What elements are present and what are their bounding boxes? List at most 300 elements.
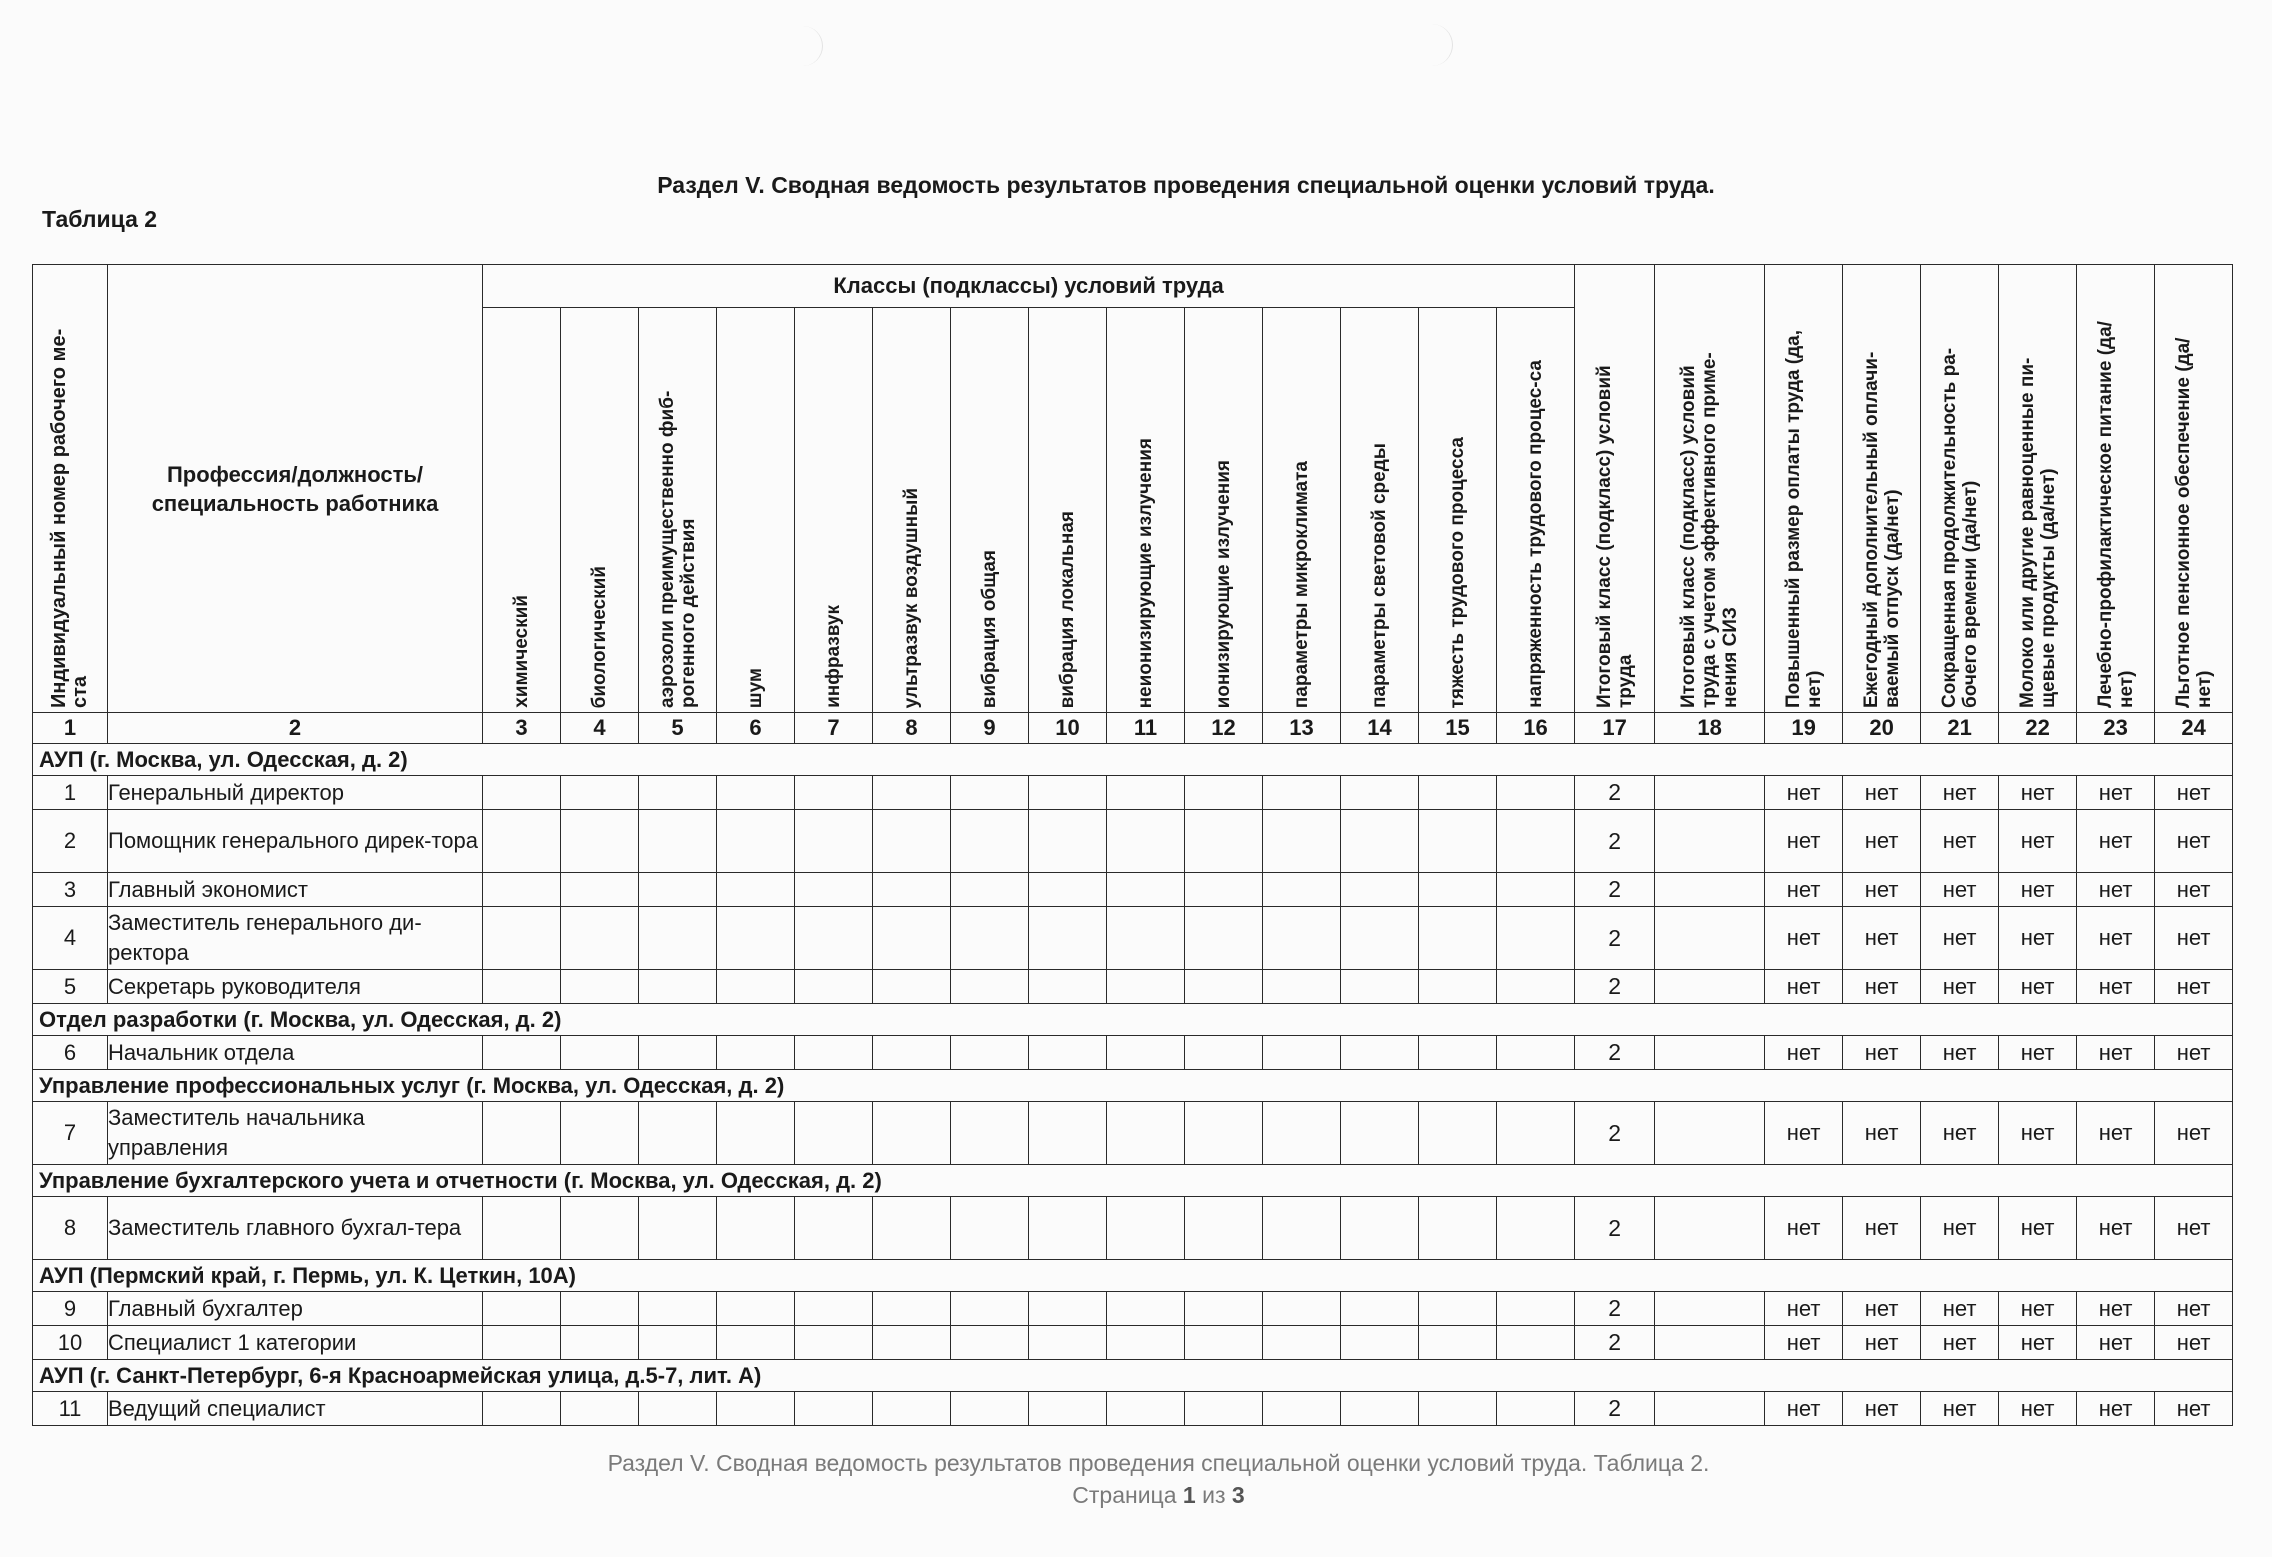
guarantee-value: нет [1999, 1036, 2077, 1070]
factor-class-cell [1341, 1392, 1419, 1426]
factor-class-cell [951, 1392, 1029, 1426]
header-guarantee [1999, 265, 2077, 713]
profession-name: Ведущий специалист [108, 1392, 483, 1426]
header-guarantee-label: Лечебно-профилактическое питание (да/нет) [2094, 321, 2137, 708]
factor-class-cell [873, 970, 951, 1004]
guarantee-value: нет [2155, 1102, 2233, 1165]
factor-class-cell [1419, 907, 1497, 970]
factor-class-cell [1497, 776, 1575, 810]
profession-name: Начальник отдела [108, 1036, 483, 1070]
column-number: 12 [1185, 713, 1263, 744]
factor-class-cell [483, 1292, 561, 1326]
factor-class-cell [951, 1326, 1029, 1360]
factor-class-cell [561, 970, 639, 1004]
factor-class-cell [873, 873, 951, 907]
final-class-siz-value [1655, 1197, 1765, 1260]
guarantee-value: нет [2155, 1326, 2233, 1360]
factor-class-cell [1185, 1036, 1263, 1070]
factor-class-cell [1185, 810, 1263, 873]
document-title: Раздел V. Сводная ведомость результатов проведения специальной оценки условий труда. [657, 172, 1715, 198]
results-table [32, 264, 2233, 1426]
final-class-siz-value [1655, 1102, 1765, 1165]
header-final-class-label: Итоговый класс (подкласс) условий труда [1593, 365, 1636, 708]
factor-class-cell [1497, 1197, 1575, 1260]
factor-class-cell [795, 907, 873, 970]
workplace-number: 3 [33, 873, 108, 907]
guarantee-value: нет [1843, 1392, 1921, 1426]
guarantee-value: нет [1843, 1292, 1921, 1326]
guarantee-value: нет [1843, 970, 1921, 1004]
column-number: 24 [2155, 713, 2233, 744]
footer-page-total: 3 [1231, 1482, 1245, 1508]
factor-class-cell [873, 776, 951, 810]
factor-class-cell [717, 1102, 795, 1165]
final-class-value: 2 [1575, 776, 1655, 810]
guarantee-value: нет [1999, 907, 2077, 970]
factor-class-cell [561, 1197, 639, 1260]
factor-class-cell [873, 1102, 951, 1165]
factor-class-cell [1497, 970, 1575, 1004]
factor-class-cell [483, 873, 561, 907]
header-guarantee [1765, 265, 1843, 713]
workplace-number: 1 [33, 776, 108, 810]
table-row [33, 873, 2233, 907]
factor-class-cell [717, 873, 795, 907]
factor-class-cell [717, 970, 795, 1004]
factor-class-cell [1185, 776, 1263, 810]
factor-class-cell [1029, 810, 1107, 873]
profession-name: Главный экономист [108, 873, 483, 907]
factor-class-cell [483, 1036, 561, 1070]
header-profession-label: Профессия/должность/ специальность работника [151, 461, 439, 516]
guarantee-value: нет [2155, 1292, 2233, 1326]
header-workplace-number [33, 265, 108, 713]
header-factor [717, 308, 795, 713]
guarantee-value: нет [1843, 873, 1921, 907]
header-factor [873, 308, 951, 713]
factor-class-cell [1419, 1102, 1497, 1165]
factor-class-cell [1029, 873, 1107, 907]
final-class-siz-value [1655, 907, 1765, 970]
section-row [33, 1260, 2233, 1292]
factor-class-cell [561, 810, 639, 873]
guarantee-value: нет [1765, 810, 1843, 873]
workplace-number: 4 [33, 907, 108, 970]
scan-smudge [1430, 24, 1453, 66]
column-number: 20 [1843, 713, 1921, 744]
factor-class-cell [639, 873, 717, 907]
column-number: 22 [1999, 713, 2077, 744]
factor-class-cell [483, 776, 561, 810]
header-factor-label: неионизирующие излучения [1135, 437, 1156, 708]
guarantee-value: нет [2155, 1036, 2233, 1070]
column-number: 5 [639, 713, 717, 744]
guarantee-value: нет [2077, 1326, 2155, 1360]
factor-class-cell [1263, 1197, 1341, 1260]
factor-class-cell [951, 1036, 1029, 1070]
factor-class-cell [1341, 1292, 1419, 1326]
table-label: Таблица 2 [42, 206, 158, 232]
guarantee-value: нет [2077, 907, 2155, 970]
factor-class-cell [1107, 873, 1185, 907]
factor-class-cell [873, 1036, 951, 1070]
factor-class-cell [951, 970, 1029, 1004]
factor-class-cell [1341, 776, 1419, 810]
column-number: 2 [108, 713, 483, 744]
header-factor-label: инфразвук [823, 605, 844, 708]
column-number: 1 [33, 713, 108, 744]
final-class-siz-value [1655, 970, 1765, 1004]
column-number: 19 [1765, 713, 1843, 744]
column-number: 11 [1107, 713, 1185, 744]
factor-class-cell [639, 1197, 717, 1260]
factor-class-cell [1185, 1392, 1263, 1426]
factor-class-cell [561, 1102, 639, 1165]
column-number: 3 [483, 713, 561, 744]
header-factor [951, 308, 1029, 713]
factor-class-cell [1029, 776, 1107, 810]
factor-class-cell [1341, 1326, 1419, 1360]
factor-class-cell [951, 776, 1029, 810]
guarantee-value: нет [2155, 907, 2233, 970]
section-title: Управление профессиональных услуг (г. Москва, ул. Одесская, д. 2) [33, 1070, 2233, 1102]
factor-class-cell [1419, 873, 1497, 907]
column-number: 16 [1497, 713, 1575, 744]
factor-class-cell [717, 907, 795, 970]
factor-class-cell [1419, 1326, 1497, 1360]
factor-class-cell [1497, 1102, 1575, 1165]
factor-class-cell [1029, 1326, 1107, 1360]
factor-class-cell [717, 1036, 795, 1070]
factor-class-cell [1185, 873, 1263, 907]
factor-class-cell [717, 1392, 795, 1426]
factor-class-cell [795, 810, 873, 873]
header-factor [1029, 308, 1107, 713]
factor-class-cell [795, 1326, 873, 1360]
factor-class-cell [795, 1197, 873, 1260]
factor-class-cell [561, 1326, 639, 1360]
factor-class-cell [1107, 970, 1185, 1004]
factor-class-cell [1419, 810, 1497, 873]
section-title: Управление бухгалтерского учета и отчетности (г. Москва, ул. Одесская, д. 2) [33, 1165, 2233, 1197]
factor-class-cell [1341, 873, 1419, 907]
factor-class-cell [1029, 1292, 1107, 1326]
final-class-siz-value [1655, 1326, 1765, 1360]
factor-class-cell [1107, 776, 1185, 810]
final-class-value: 2 [1575, 1392, 1655, 1426]
factor-class-cell [1419, 776, 1497, 810]
header-factor [1497, 308, 1575, 713]
guarantee-value: нет [1765, 970, 1843, 1004]
factor-class-cell [1263, 1102, 1341, 1165]
final-class-siz-value [1655, 873, 1765, 907]
table-row [33, 907, 2233, 970]
factor-class-cell [1341, 810, 1419, 873]
guarantee-value: нет [1921, 776, 1999, 810]
scan-smudge [800, 26, 823, 66]
header-factor-label: биологический [589, 565, 610, 708]
workplace-number: 9 [33, 1292, 108, 1326]
factor-class-cell [1263, 776, 1341, 810]
header-final-class-siz [1655, 265, 1765, 713]
guarantee-value: нет [2077, 970, 2155, 1004]
column-number: 9 [951, 713, 1029, 744]
factor-class-cell [1263, 1292, 1341, 1326]
factor-class-cell [1107, 907, 1185, 970]
factor-class-cell [1107, 1197, 1185, 1260]
guarantee-value: нет [1765, 873, 1843, 907]
guarantee-value: нет [2155, 970, 2233, 1004]
guarantee-value: нет [2077, 776, 2155, 810]
factor-class-cell [795, 1036, 873, 1070]
factor-class-cell [1419, 1036, 1497, 1070]
profession-name: Секретарь руководителя [108, 970, 483, 1004]
guarantee-value: нет [1999, 1326, 2077, 1360]
guarantee-value: нет [2077, 1197, 2155, 1260]
header-guarantee [2155, 265, 2233, 713]
header-factor-label: аэрозоли преимущественно фиб-рогенного действия [656, 390, 699, 708]
workplace-number: 11 [33, 1392, 108, 1426]
column-number: 23 [2077, 713, 2155, 744]
factor-class-cell [717, 810, 795, 873]
factor-class-cell [717, 1292, 795, 1326]
section-row [33, 1070, 2233, 1102]
header-factor [1263, 308, 1341, 713]
guarantee-value: нет [1999, 810, 2077, 873]
header-guarantee [1921, 265, 1999, 713]
factor-class-cell [561, 776, 639, 810]
guarantee-value: нет [2155, 810, 2233, 873]
guarantee-value: нет [1999, 873, 2077, 907]
column-number: 6 [717, 713, 795, 744]
table-row [33, 1392, 2233, 1426]
column-number: 4 [561, 713, 639, 744]
factor-class-cell [1185, 970, 1263, 1004]
header-factor [639, 308, 717, 713]
final-class-value: 2 [1575, 1292, 1655, 1326]
guarantee-value: нет [1921, 1036, 1999, 1070]
column-number: 14 [1341, 713, 1419, 744]
factor-class-cell [1497, 810, 1575, 873]
factor-class-cell [561, 1036, 639, 1070]
guarantee-value: нет [1999, 1197, 2077, 1260]
factor-class-cell [951, 873, 1029, 907]
column-number: 8 [873, 713, 951, 744]
header-factor-label: шум [745, 667, 766, 708]
guarantee-value: нет [2077, 873, 2155, 907]
factor-class-cell [1029, 1197, 1107, 1260]
factor-class-cell [639, 1102, 717, 1165]
table-row [33, 1036, 2233, 1070]
header-guarantee-label: Сокращенная продолжительность ра-бочего времени (да/нет) [1938, 347, 1981, 708]
header-guarantee-label: Повышенный размер оплаты труда (да, нет) [1782, 329, 1825, 708]
final-class-value: 2 [1575, 1326, 1655, 1360]
column-number: 7 [795, 713, 873, 744]
guarantee-value: нет [1921, 970, 1999, 1004]
guarantee-value: нет [1999, 1102, 2077, 1165]
guarantee-value: нет [2155, 873, 2233, 907]
guarantee-value: нет [2155, 1392, 2233, 1426]
factor-class-cell [1107, 1036, 1185, 1070]
final-class-value: 2 [1575, 1197, 1655, 1260]
guarantee-value: нет [1765, 1326, 1843, 1360]
factor-class-cell [1263, 1036, 1341, 1070]
factor-class-cell [1497, 1292, 1575, 1326]
factor-class-cell [795, 1292, 873, 1326]
factor-class-cell [1107, 1102, 1185, 1165]
final-class-siz-value [1655, 1292, 1765, 1326]
factor-class-cell [1263, 873, 1341, 907]
guarantee-value: нет [1999, 1392, 2077, 1426]
factor-class-cell [1497, 1326, 1575, 1360]
factor-class-cell [717, 776, 795, 810]
guarantee-value: нет [1921, 1326, 1999, 1360]
factor-class-cell [1029, 1036, 1107, 1070]
header-workplace-number-label: Индивидуальный номер рабочего ме-ста [48, 328, 91, 708]
workplace-number: 5 [33, 970, 108, 1004]
column-number: 15 [1419, 713, 1497, 744]
guarantee-value: нет [2077, 1292, 2155, 1326]
header-final-class-siz-label: Итоговый класс (подкласс) условий труда с учетом эффективного приме-нения СИЗ [1678, 352, 1742, 708]
header-factor-label: вибрация локальная [1057, 510, 1078, 708]
guarantee-value: нет [1843, 1036, 1921, 1070]
header-factor [1185, 308, 1263, 713]
guarantee-value: нет [1999, 776, 2077, 810]
guarantee-value: нет [1921, 1392, 1999, 1426]
factor-class-cell [873, 1292, 951, 1326]
factor-class-cell [717, 1326, 795, 1360]
factor-class-cell [1185, 907, 1263, 970]
section-row [33, 1004, 2233, 1036]
factor-class-cell [1029, 1102, 1107, 1165]
header-guarantee-label: Ежегодный дополнительный оплачи-ваемый отпуск (да/нет) [1860, 351, 1903, 708]
guarantee-value: нет [1921, 1197, 1999, 1260]
factor-class-cell [483, 1326, 561, 1360]
header-factor-label: параметры микроклимата [1291, 460, 1312, 708]
factor-class-cell [483, 907, 561, 970]
profession-name: Помощник генерального дирек-тора [108, 810, 483, 873]
factor-class-cell [1107, 1326, 1185, 1360]
guarantee-value: нет [1999, 1292, 2077, 1326]
factor-class-cell [639, 1036, 717, 1070]
header-factor [561, 308, 639, 713]
guarantee-value: нет [1921, 1102, 1999, 1165]
factor-class-cell [1497, 873, 1575, 907]
factor-class-cell [873, 810, 951, 873]
guarantee-value: нет [1765, 1292, 1843, 1326]
factor-class-cell [951, 1292, 1029, 1326]
factor-class-cell [795, 1392, 873, 1426]
guarantee-value: нет [1843, 907, 1921, 970]
table-row [33, 1292, 2233, 1326]
guarantee-value: нет [1843, 1197, 1921, 1260]
header-profession [108, 265, 483, 713]
workplace-number: 7 [33, 1102, 108, 1165]
factor-class-cell [483, 970, 561, 1004]
header-classes-group: Классы (подклассы) условий труда [483, 265, 1575, 308]
section-title: АУП (г. Москва, ул. Одесская, д. 2) [33, 744, 2233, 776]
column-number: 13 [1263, 713, 1341, 744]
final-class-value: 2 [1575, 1102, 1655, 1165]
factor-class-cell [1107, 1292, 1185, 1326]
factor-class-cell [1029, 907, 1107, 970]
factor-class-cell [1497, 1036, 1575, 1070]
factor-class-cell [1263, 907, 1341, 970]
factor-class-cell [873, 907, 951, 970]
final-class-siz-value [1655, 776, 1765, 810]
factor-class-cell [639, 776, 717, 810]
factor-class-cell [483, 1102, 561, 1165]
final-class-siz-value [1655, 810, 1765, 873]
final-class-value: 2 [1575, 1036, 1655, 1070]
section-title: АУП (Пермский край, г. Пермь, ул. К. Цеткин, 10А) [33, 1260, 2233, 1292]
column-number: 18 [1655, 713, 1765, 744]
factor-class-cell [1497, 907, 1575, 970]
column-number: 21 [1921, 713, 1999, 744]
header-factor-label: химический [511, 595, 532, 708]
profession-name: Заместитель главного бухгал-тера [108, 1197, 483, 1260]
guarantee-value: нет [2155, 776, 2233, 810]
factor-class-cell [717, 1197, 795, 1260]
factor-class-cell [795, 776, 873, 810]
guarantee-value: нет [2077, 1392, 2155, 1426]
profession-name: Генеральный директор [108, 776, 483, 810]
factor-class-cell [951, 1102, 1029, 1165]
column-numbers-row [33, 713, 2233, 744]
table-row [33, 810, 2233, 873]
column-number: 17 [1575, 713, 1655, 744]
factor-class-cell [561, 1392, 639, 1426]
factor-class-cell [873, 1392, 951, 1426]
factor-class-cell [639, 1292, 717, 1326]
column-number: 10 [1029, 713, 1107, 744]
factor-class-cell [1341, 1102, 1419, 1165]
factor-class-cell [1263, 970, 1341, 1004]
table-row [33, 1197, 2233, 1260]
factor-class-cell [1263, 810, 1341, 873]
factor-class-cell [1029, 1392, 1107, 1426]
factor-class-cell [639, 1326, 717, 1360]
factor-class-cell [639, 1392, 717, 1426]
page-footer-title: Раздел V. Сводная ведомость результатов проведения специальной оценки условий труда. Таблица 2. [607, 1450, 1710, 1476]
header-factor-label: параметры световой среды [1369, 443, 1390, 708]
factor-class-cell [483, 1197, 561, 1260]
header-guarantee-label: Молоко или другие равноценные пи-щевые продукты (да/нет) [2016, 357, 2059, 708]
table-header [33, 265, 2233, 744]
guarantee-value: нет [1921, 873, 1999, 907]
factor-class-cell [483, 810, 561, 873]
factor-class-cell [1341, 970, 1419, 1004]
factor-class-cell [1419, 970, 1497, 1004]
section-row [33, 1360, 2233, 1392]
factor-class-cell [1341, 1197, 1419, 1260]
table-row [33, 776, 2233, 810]
guarantee-value: нет [1999, 970, 2077, 1004]
final-class-value: 2 [1575, 970, 1655, 1004]
final-class-siz-value [1655, 1036, 1765, 1070]
profession-name: Специалист 1 категории [108, 1326, 483, 1360]
factor-class-cell [561, 873, 639, 907]
workplace-number: 10 [33, 1326, 108, 1360]
factor-class-cell [561, 1292, 639, 1326]
header-factor-label: тяжесть трудового процесса [1447, 436, 1468, 708]
page-footer-pagination [0, 1482, 2272, 1509]
factor-class-cell [639, 970, 717, 1004]
factor-class-cell [639, 810, 717, 873]
guarantee-value: нет [1843, 1102, 1921, 1165]
header-factor-label: вибрация общая [979, 549, 1000, 708]
factor-class-cell [873, 1197, 951, 1260]
